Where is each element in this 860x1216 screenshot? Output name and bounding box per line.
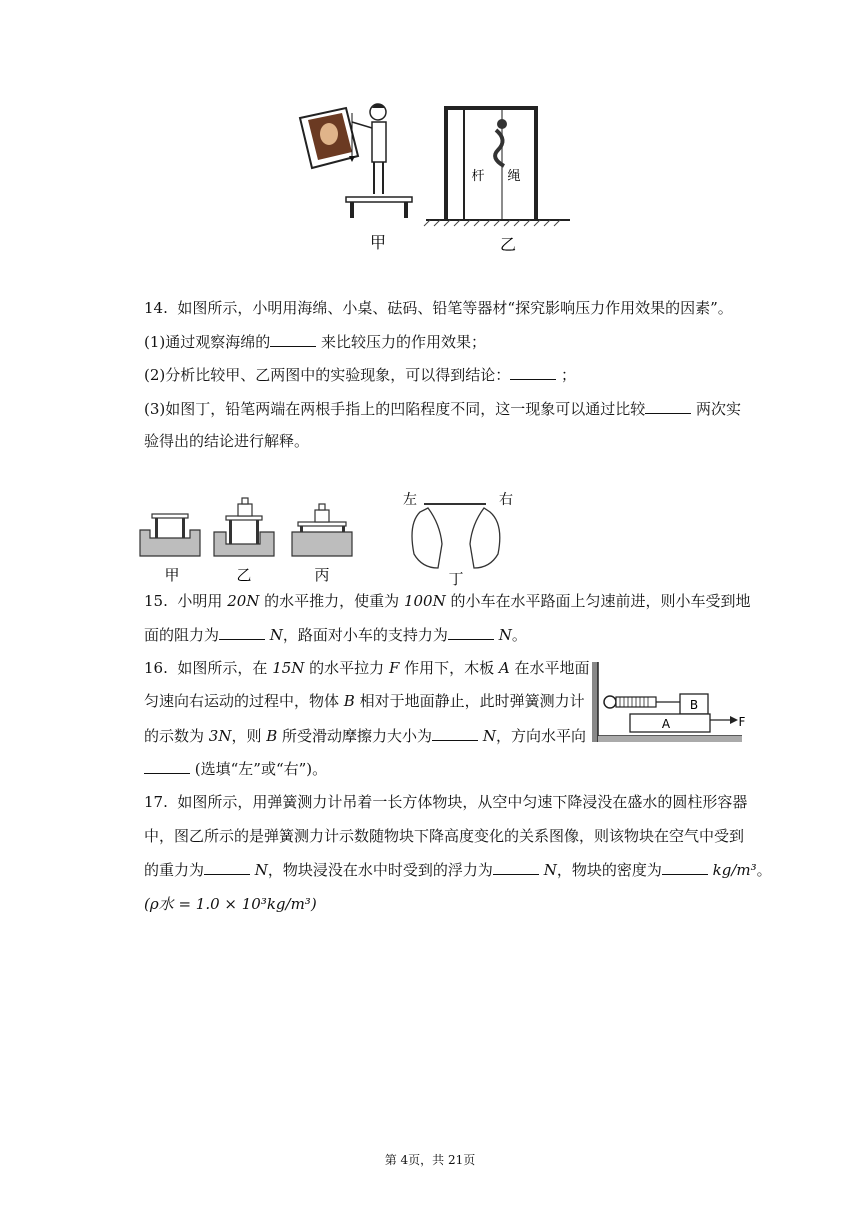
q16-text-3c: ，则 <box>231 727 267 745</box>
q15-weight: 100N <box>403 592 446 610</box>
q14-part1-tail: 来比较压力的作用效果； <box>316 333 487 351</box>
q15-line-2 <box>144 623 527 646</box>
q14-label-jia: 甲 <box>164 566 180 584</box>
q14-part1 <box>144 330 486 353</box>
q16-blank-2[interactable] <box>144 757 190 774</box>
q14-part3-cont <box>144 430 309 452</box>
q16-text-2a: 匀速向右运动的过程中，物体 <box>144 692 344 710</box>
q17-text-1: 如图所示，用弹簧测力计吊着一长方体物块，从空中匀速下降浸没在盛水的圆柱形容器 <box>177 793 748 811</box>
q17-text-2: 中，图乙所示的是弹簧测力计示数随物块下降高度变化的关系图像，则该物块在空气中受到 <box>144 827 745 845</box>
q14-blank-1[interactable] <box>270 330 316 347</box>
q16-text-a: 如图所示，在 <box>177 659 273 677</box>
figure-label-yi: 乙 <box>499 235 517 254</box>
q16-line-1 <box>144 657 590 679</box>
q14-part3-continued: 验得出的结论进行解释。 <box>144 432 310 450</box>
q16-board-a: A <box>498 659 510 677</box>
q14-number: 14. <box>144 299 168 317</box>
q14-stem <box>144 297 733 319</box>
q17-blank-3[interactable] <box>662 858 708 875</box>
q14-label-bing: 丙 <box>314 566 330 584</box>
q17-text-3a: 的重力为 <box>144 861 205 879</box>
q17-unit-2: N <box>538 861 557 879</box>
figure-jia <box>300 104 412 218</box>
q14-label-ding: 丁 <box>448 570 464 586</box>
q15-text-c: 的水平推力，使重为 <box>259 592 404 610</box>
q14-label-yi: 乙 <box>236 566 252 584</box>
q16-object-b-2: B <box>266 727 278 745</box>
q15-blank-2[interactable] <box>448 623 494 640</box>
q16-reading: 3N <box>208 727 232 745</box>
q14-part2-text: (2)分析比较甲、乙两图中的实验现象，可以得到结论： <box>144 366 511 384</box>
figure-label-gan: 杆 <box>471 169 485 184</box>
q16-figure <box>592 662 752 744</box>
q15-text-2c: ，路面对小车的支持力为 <box>282 626 448 644</box>
q17-text-3g: 。 <box>756 861 772 879</box>
sponge-jia <box>140 514 200 556</box>
figure-label-sheng: 绳 <box>507 169 521 184</box>
q15-text-a: 小明用 <box>177 592 228 610</box>
q15-unit-1: N <box>265 626 283 644</box>
q15-number: 15. <box>144 592 168 610</box>
q14-part3-tail: 两次实 <box>691 400 742 418</box>
q14-part2 <box>144 363 576 386</box>
q15-unit-2: N <box>493 626 512 644</box>
q17-line-3 <box>144 858 772 881</box>
q17-unit-1: N <box>250 861 268 879</box>
q14-blank-3[interactable] <box>645 397 691 414</box>
q16-text-4: (选填“左”或“右”)。 <box>190 760 328 778</box>
top-figure <box>290 96 570 266</box>
q14-blank-2[interactable] <box>510 363 556 380</box>
q16-label-a: A <box>661 717 671 731</box>
q16-label-b: B <box>689 698 699 712</box>
q14-part3-text: (3)如图丁，铅笔两端在两根手指上的凹陷程度不同，这一现象可以通过比较 <box>144 400 646 418</box>
page-footer: 第 4页，共 21页 <box>384 1153 476 1167</box>
q16-text-c: 的水平拉力 <box>304 659 389 677</box>
q16-line-3 <box>144 724 586 747</box>
q15-line-1 <box>144 590 751 612</box>
q16-text-e: 作用下，木板 <box>399 659 499 677</box>
sponge-yi <box>214 498 274 556</box>
q16-text-g: 在水平地面 <box>509 659 590 677</box>
q16-line-4 <box>144 757 327 780</box>
q16-text-3e: 所受滑动摩擦力大小为 <box>277 727 433 745</box>
q17-blank-1[interactable] <box>204 858 250 875</box>
q15-push-force: 20N <box>227 592 260 610</box>
q15-text-2a: 面的阻力为 <box>144 626 220 644</box>
sponge-bing <box>292 504 352 556</box>
hands-pencil <box>412 504 500 568</box>
figure-label-jia: 甲 <box>369 233 387 252</box>
q14-part2-tail: ； <box>556 366 577 384</box>
q16-label-f: F <box>738 715 746 729</box>
q15-blank-1[interactable] <box>219 623 265 640</box>
q17-line-1 <box>144 791 747 813</box>
q17-text-3c: ，物块浸没在水中时受到的浮力为 <box>267 861 493 879</box>
figure-yi <box>424 106 570 226</box>
q17-line-2 <box>144 825 744 847</box>
q16-object-b: B <box>343 692 355 710</box>
q15-text-e: 的小车在水平路面上匀速前进，则小车受到地 <box>445 592 751 610</box>
q16-force-value: 15N <box>272 659 305 677</box>
q14-stem-text: 如图所示，小明用海绵、小桌、砝码、铅笔等器材“探究影响压力作用效果的因素”。 <box>177 299 733 317</box>
q14-part1-text: (1)通过观察海绵的 <box>144 333 271 351</box>
q14-figure <box>138 484 538 586</box>
q16-force-symbol: F <box>388 659 400 677</box>
q16-blank-1[interactable] <box>432 724 478 741</box>
q14-label-right: 右 <box>499 492 513 508</box>
q14-part3 <box>144 397 741 420</box>
q17-line-4 <box>144 893 317 915</box>
q14-label-left: 左 <box>403 492 417 508</box>
q17-number: 17. <box>144 793 168 811</box>
q17-water-density: (ρ水 = 1.0 × 10³kg/m³) <box>144 895 317 913</box>
q16-unit: N <box>478 727 496 745</box>
q16-line-2 <box>144 690 585 712</box>
q17-blank-2[interactable] <box>493 858 539 875</box>
q16-text-3a: 的示数为 <box>144 727 209 745</box>
q17-text-3e: ，物块的密度为 <box>556 861 662 879</box>
q16-text-3g: ，方向水平向 <box>495 727 586 745</box>
q16-number: 16. <box>144 659 168 677</box>
q15-text-2e: 。 <box>511 626 527 644</box>
q17-unit-3: kg/m³ <box>707 861 757 879</box>
q16-text-2c: 相对于地面静止，此时弹簧测力计 <box>354 692 585 710</box>
